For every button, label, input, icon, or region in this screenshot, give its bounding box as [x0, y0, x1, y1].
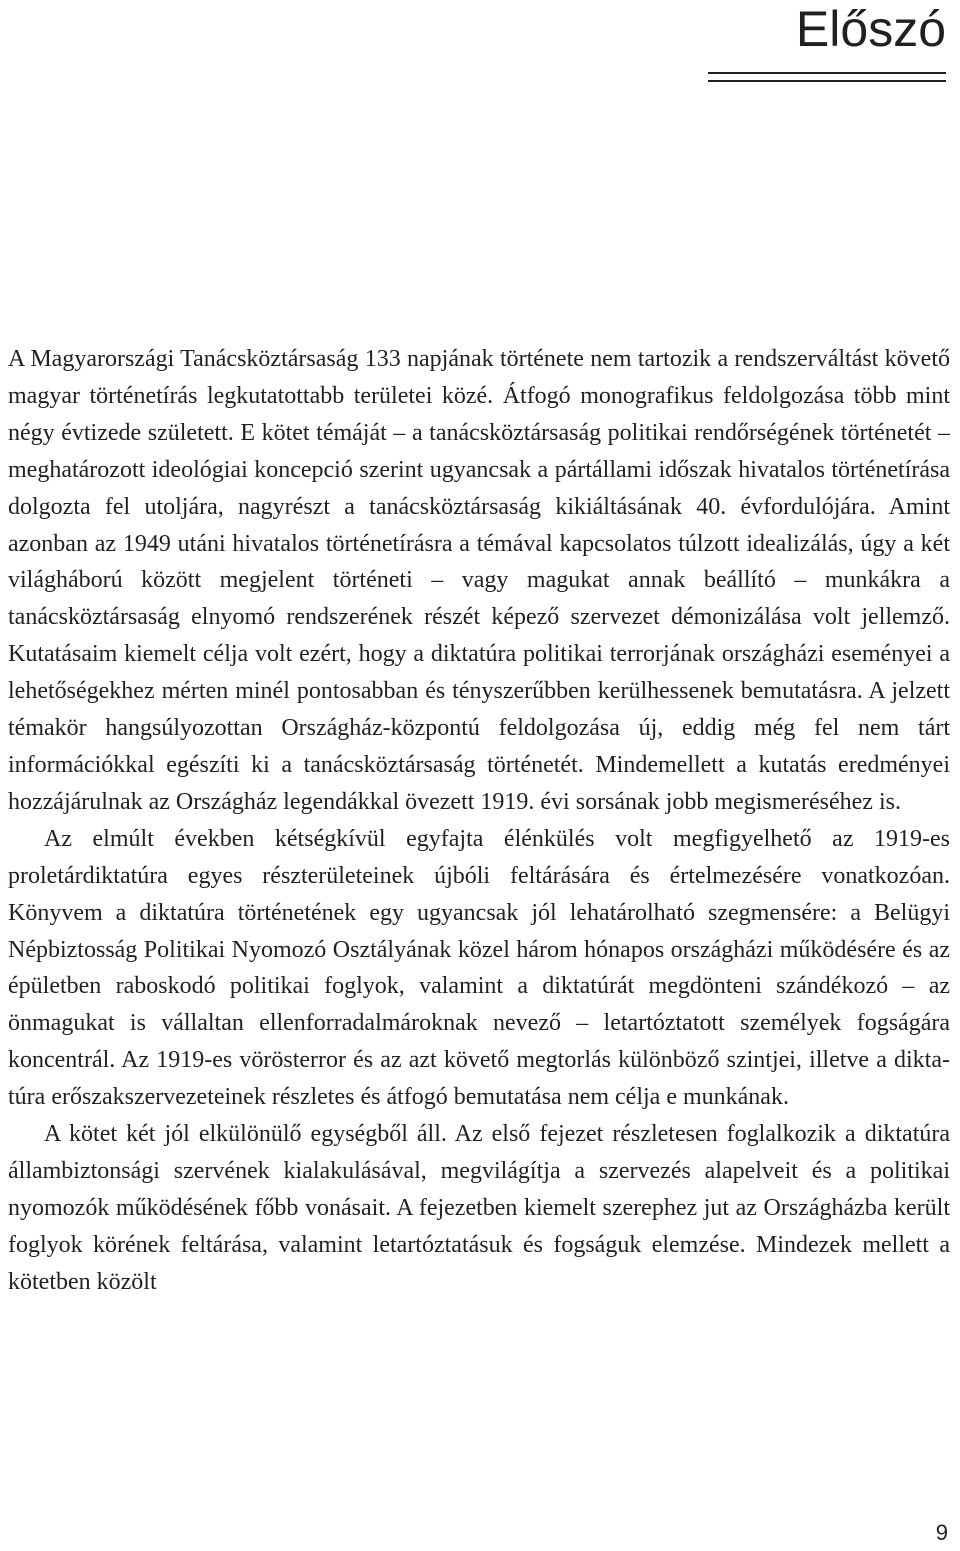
paragraph-1: A Magyarországi Tanácsköztársaság 133 napjának története nem tartozik a rendszerváltást követő magyar történetírás legkutatottabb területei közé. Átfogó monografikus feldolgozása több mint négy évtizede született. E kötet témáját – a tanácsköztársaság politikai rendőrségének történetét – meghatározott ideológiai koncepció szerint ugyancsak a pártállami időszak hivatalos történetírása dolgozta fel utoljára, nagyrészt a tanácsköztársaság kikiáltásának 40. évfordulójára. Amint azonban az 1949 utáni hivatalos történetírásra a témával kapcsolatos túlzott idealizálás, úgy a két világháború között megjelent történeti – vagy magukat annak beállító – munkákra a tanácsköztársaság elnyomó rendszerének részét képező szervezet démonizálása volt jellemző. Kutatásaim kiemelt célja volt ezért, hogy a diktatúra politikai terrorjának országházi eseményei a lehetőségekhez mérten minél pontosabban és tényszerűbben kerülhessenek bemutatásra. A jelzett témakör hangsúlyozottan Országház-központú feldolgozása új, eddig még fel nem tárt információkkal egészíti ki a tanácsköztársaság történetét. Mindemellett a kutatás eredményei hozzájárulnak az Országház legendákkal övezett 1919. évi sorsának jobb megismeréséhez is.	[8, 346, 950, 815]
paragraph-3: A kötet két jól elkülönülő egységből áll. Az első fejezet részletesen foglalkozik a diktatúra állambiztonsági szervének kialakulásával, megvilágítja a szervezés alapelveit és a politikai nyomozók működésének főbb vonásait. A fejezetben kiemelt szerephez jut az Országházba került foglyok körének feltárása, valamint letartóztatásuk és fogságuk elemzése. Mindezek mellett a kötetben közölt	[8, 1121, 950, 1295]
title-rule-lower	[708, 80, 946, 82]
chapter-title: Előszó	[795, 1, 946, 57]
body-text	[8, 341, 950, 1301]
paragraph-2: Az elmúlt években kétségkívül egyfajta élénkülés volt megfigyelhető az 1919-es proletárdiktatúra egyes részterületeinek újbóli feltárására és értelmezésére vonatkozóan. Könyvem a diktatúra történetének egy ugyancsak jól lehatárolható szegmensére: a Belügyi Népbiztosság Politikai Nyomozó Osztályának közel három hónapos országházi működésére és az épületben raboskodó politikai foglyok, valamint a diktatúrát megdönteni szándékozó – az önmagukat is vállaltan ellenforradalmároknak nevező – letartóztatott személyek fogságára koncentrál. Az 1919-es vörösterror és az azt követő megtorlás különböző szintjei, illetve a diktatúra erőszakszervezeteinek részletes és átfogó bemutatása nem célja e munkának.	[8, 825, 950, 1111]
page-number: 9	[935, 1520, 948, 1545]
title-rule-upper	[708, 72, 946, 74]
